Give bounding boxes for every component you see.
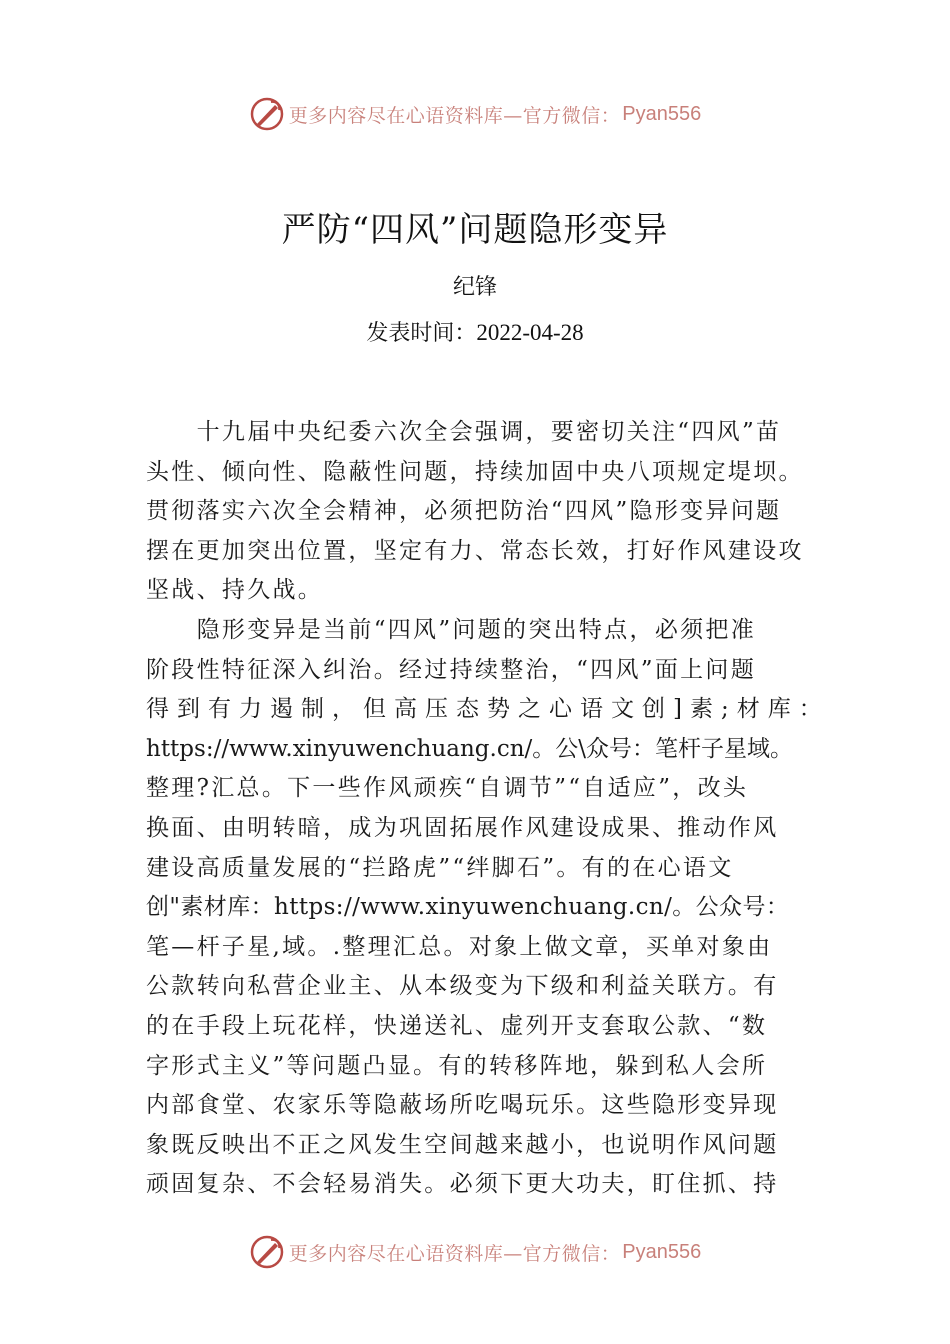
article-body	[146, 413, 830, 1205]
body-line: 坚战、持久战。	[146, 577, 324, 604]
body-line: 摆在更加突出位置，坚定有力、常态长效，打好作风建设攻	[146, 537, 804, 564]
quill-logo-icon	[249, 96, 285, 132]
body-line: 建设高质量发展的“拦路虎”“绊脚石”。有的在心语文	[146, 854, 734, 881]
body-line: 创"素材库：https://www.xinyuwenchuang.cn/。公众号：	[146, 894, 790, 921]
body-line: 整理?汇总。下一些作风顽疾“自调节”“自适应”，改头	[146, 775, 749, 802]
header-watermark-banner	[0, 94, 950, 134]
body-line: 顽固复杂、不会轻易消失。必须下更大功夫，盯住抓、持	[146, 1171, 779, 1198]
body-line: 隐形变异是当前“四风”问题的突出特点，必须把准	[146, 616, 757, 643]
article-title: 严防“四风”问题隐形变异	[281, 210, 669, 250]
footer-watermark-banner	[0, 1232, 950, 1272]
banner-wechat-id: Pyan556	[622, 102, 702, 125]
body-line: 内部食堂、农家乐等隐蔽场所吃喝玩乐。这些隐形变异现	[146, 1092, 779, 1119]
banner-text: 更多内容尽在心语资料库—官方微信：	[288, 104, 621, 127]
article-author: 纪锋	[452, 275, 497, 300]
body-line: 得到有力遏制，但高压态势之心语文创]素;材库：	[146, 696, 830, 723]
body-line: 的在手段上玩花样，快递送礼、虚列开支套取公款、“数	[146, 1012, 768, 1039]
body-line: 象既反映出不正之风发生空间越来越小，也说明作风问题	[146, 1131, 779, 1158]
body-line: 贯彻落实六次全会精神，必须把防治“四风”隐形变异问题	[146, 498, 782, 525]
publish-date-value: 2022-04-28	[476, 320, 584, 345]
body-line: 笔—杆子星,域。.整理汇总。对象上做文章，买单对象由	[146, 933, 773, 960]
body-line: 头性、倾向性、隐蔽性问题，持续加固中央八项规定堤坝。	[146, 458, 804, 485]
body-line: 公款转向私营企业主、从本级变为下级和利益关联方。有	[146, 973, 779, 1000]
banner-text: 更多内容尽在心语资料库—官方微信：	[288, 1242, 621, 1265]
publish-date-label: 发表时间：	[366, 321, 477, 346]
publish-date	[0, 316, 950, 347]
body-line: 换面、由明转暗，成为巩固拓展作风建设成果、推动作风	[146, 814, 779, 841]
body-line: https://www.xinyuwenchuang.cn/。公\众号：笔杆子星域。	[146, 735, 794, 762]
body-line: 阶段性特征深入纠治。经过持续整治，“四风”面上问题	[146, 656, 757, 683]
body-line: 十九届中央纪委六次全会强调，要密切关注“四风”苗	[146, 419, 782, 445]
banner-wechat-id: Pyan556	[622, 1240, 702, 1263]
body-line: 字形式主义”等问题凸显。有的转移阵地，躲到私人会所	[146, 1052, 768, 1079]
quill-logo-icon	[249, 1234, 285, 1270]
